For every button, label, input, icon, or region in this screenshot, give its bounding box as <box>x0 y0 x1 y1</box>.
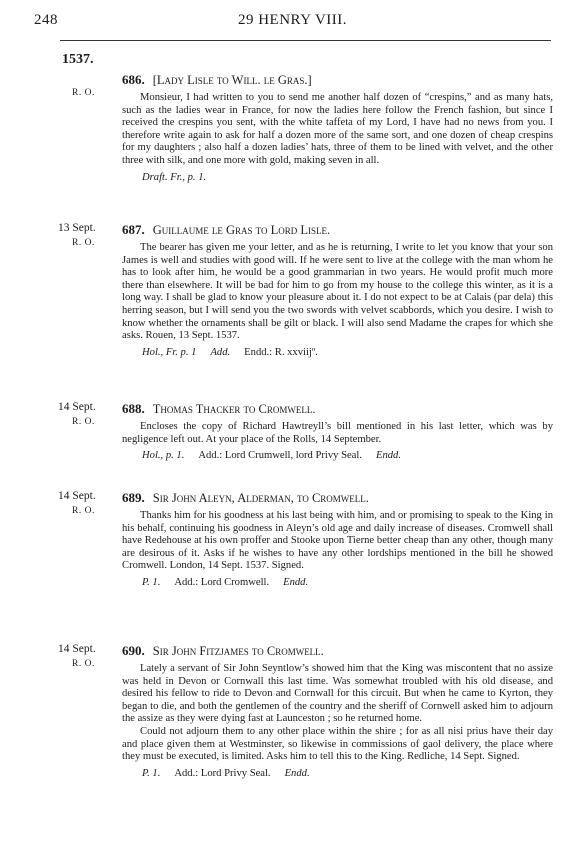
entry-source: R. O. <box>72 659 95 669</box>
entry-endorsement <box>122 171 553 184</box>
entry-number: 689. <box>122 490 145 505</box>
entry-endorsement <box>122 576 553 589</box>
entry-paragraph: The bearer has given me your letter, and as he is returning, I write to let you know that your son James is well and studies with good will. If he were sent to live at the college with the man whom he has to look after him, he would be a good grammarian in two years. He would profit much more there than elsewhere. It will be bad for him to go from my house to the college this winter, as it is a long way. I shall be glad to know your pleasure about it. I do not expect to be at Calais (par dela) this herring season, but I will send you the two swords with velvet scabbords, which you desire. I wish to know whether the ornaments shall be gilt or black. I will also send Madame the crapes for which she asks. Rouen, 13 Sept. 1537. <box>122 242 553 342</box>
endorsement-part: Draft. Fr., p. 1. <box>142 171 207 183</box>
endorsement-part: P. 1. <box>142 576 161 588</box>
entry-heading <box>122 643 553 659</box>
entry-paragraph: Thanks him for his goodness at his last being with him, and or promising to speak to the King in his behalf, continuing his goodness in Aleyn’s old age and daily increase of diseases. Cromwell shall have Redehouse at his own proffer and Stooke upon Tierne better cheap than any other, though many are desirous of it. Asks if he wishes to have any other lordships mentioned in the bill he showed Cromwell. London, 14 Sept. 1537. Signed. <box>122 510 553 572</box>
entry-date: 14 Sept. <box>58 490 96 502</box>
endorsement-part: Hol., Fr. p. 1 <box>142 346 197 358</box>
entry-paragraph: Could not adjourn them to any other place within the shire ; for as all nisi prius have their day and place given them at Westminster, so likewise in commissions of gaol delivery, the place where they must be executed, is limited. Asks him to tell this to the King. Redliche, 14 Sept. Signed. <box>122 725 553 763</box>
entry-paragraph: Monsieur, I had written to you to send me another half dozen of “crespins,” and as many hats, such as the ladies wear in France, for now the ladies here follow the French fashion, but since I received the crespins you sent, with the white taffeta of my Lord, I have had no news from you. I therefore write again to ask for half a dozen more of the same sort, and one dozen of cheap crespins for my daughters ; also half a dozen ladies’ hats, three of them to be lined with velvet, and the other three with silk, and one more with gold, making seven in all. <box>122 92 553 166</box>
entry-title: Sir John Aleyn, Alderman, to Cromwell. <box>152 491 369 505</box>
entry-endorsement <box>122 767 553 780</box>
entry-title: [Lady Lisle to Will. le Gras.] <box>152 73 312 87</box>
endorsement-part: P. 1. <box>142 767 161 779</box>
page-number: 248 <box>34 12 58 28</box>
entry-number: 690. <box>122 643 145 658</box>
endorsement-part: Add. <box>210 346 231 358</box>
entry-body <box>122 401 553 462</box>
endorsement-part: Endd. <box>284 767 310 779</box>
entry-body <box>122 72 553 184</box>
entry-number: 687. <box>122 222 145 237</box>
watermark: ​ <box>110 650 132 663</box>
endorsement-part: Add.: Lord Crumwell, lord Privy Seal. <box>198 450 362 462</box>
entry-date: 14 Sept. <box>58 643 96 655</box>
endorsement-part: Endd. <box>283 576 309 588</box>
entry-endorsement <box>122 346 553 359</box>
entry-source: R. O. <box>72 417 95 427</box>
entry-source: R. O. <box>72 88 95 98</box>
running-title: 29 HENRY VIII. <box>237 12 348 28</box>
entry-number: 686. <box>122 72 145 87</box>
endorsement-part: Endd.: R. xxviijº. <box>244 346 318 358</box>
endorsement-part: Endd. <box>375 450 401 462</box>
entry-heading <box>122 72 553 88</box>
entry-title: Sir John Fitzjames to Cromwell. <box>152 644 324 658</box>
entry-body <box>122 490 553 589</box>
endorsement-part: Add.: Lord Cromwell. <box>174 576 270 588</box>
page-header <box>34 12 551 34</box>
entry-paragraph: Lately a servant of Sir John Seyntlow’s showed him that the King was miscontent that no assize was held in Devon or Cornwall this last time. Was somewhat troubled with his old disease, and desired his fellow to ride to Devon and Cornwall for this circuit. But when he came to Kyrton, they began to die, and both the gentlemen of the country and the sheriff of Cornwell asked him to adjourn the assize as they were dying fast at Launceston ; so he returned home. <box>122 663 553 725</box>
entry-title: Guillaume le Gras to Lord Lisle. <box>152 223 331 237</box>
entry-paragraph: Encloses the copy of Richard Hawtreyll’s bill mentioned in his last letter, which was by negligence left out. At your place of the Rolls, 14 September. <box>122 421 553 445</box>
entry-title: Thomas Thacker to Cromwell. <box>152 402 316 416</box>
endorsement-part: Hol., p. 1. <box>142 450 185 462</box>
entry-endorsement <box>122 449 553 462</box>
year-heading: 1537. <box>62 52 94 67</box>
entry-heading <box>122 222 553 238</box>
entry-source: R. O. <box>72 506 95 516</box>
entry-number: 688. <box>122 401 145 416</box>
entry-date: 14 Sept. <box>58 401 96 413</box>
entry-body <box>122 222 553 359</box>
endorsement-part: Add.: Lord Privy Seal. <box>174 767 271 779</box>
header-rule <box>60 40 551 41</box>
entry-heading <box>122 490 553 506</box>
entry-heading <box>122 401 553 417</box>
entry-body <box>122 643 553 780</box>
entry-date: 13 Sept. <box>58 222 96 234</box>
entry-source: R. O. <box>72 238 95 248</box>
